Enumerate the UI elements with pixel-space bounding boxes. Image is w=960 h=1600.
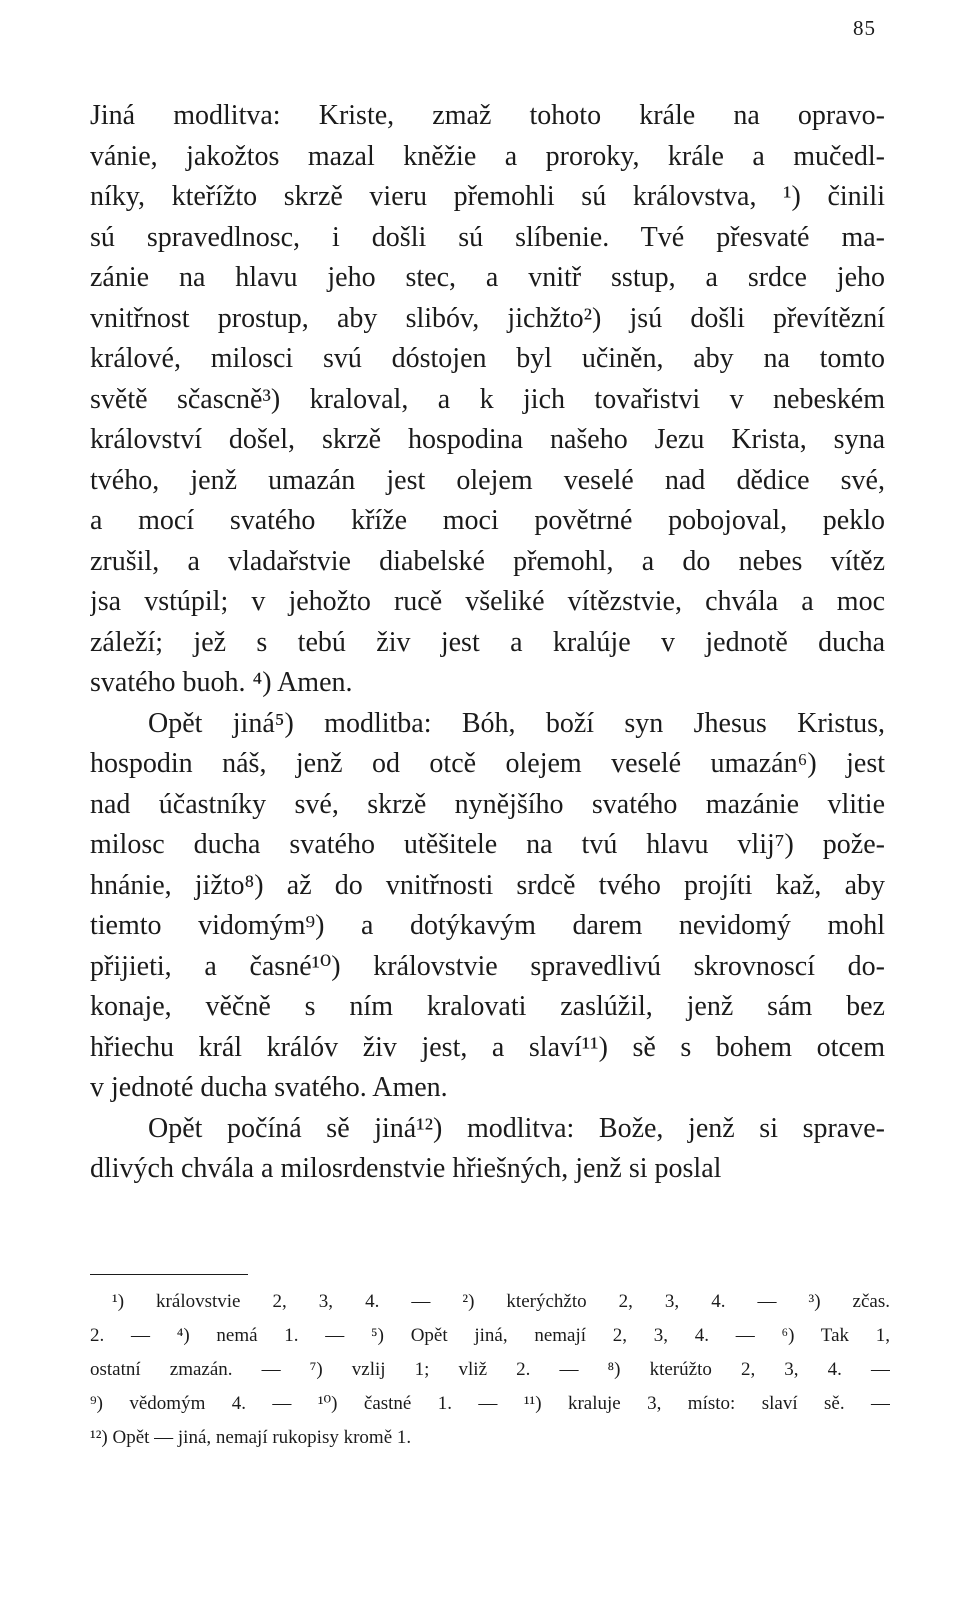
text-line: hospodin náš, jenž od otcě olejem veselé umazán⁶) jest [90, 748, 885, 779]
page-number: 85 [853, 16, 876, 40]
text-line: milosc ducha svatého utěšitele na tvú hlavu vlij⁷) požе- [90, 829, 885, 860]
text-line: světě sčascně³) kraloval, a k jich tovařistvi v nebeském [90, 383, 885, 415]
footnote-line: 2. — ⁴) nemá 1. — ⁵) Opět jiná, nemají 2, 3, 4. — ⁶) Tak 1, [90, 1325, 890, 1346]
text-line: jsa vstúpil; v jehožto rucě všeliké vítězstvie, chvála a moc [90, 586, 885, 617]
text-line: království došel, skrzě hospodina našeho Jezu Krista, syna [90, 424, 885, 455]
text-line: přijieti, a časné¹⁰) královstvie spravedlivú skrovnoscí do- [90, 950, 885, 982]
text-line: Opět jiná⁵) modlitba: Bóh, boží syn Jhesus Kristus, [148, 707, 885, 739]
text-line: v jednoté ducha svatého. Amen. [90, 1072, 448, 1103]
text-line: sú spravedlnosc, i došli sú slíbenie. Tvé přesvaté ma- [90, 221, 885, 253]
text-line: dlivých chvála a milosrdenstvie hřiešných, jenž si poslal [90, 1153, 722, 1184]
body-text [90, 96, 885, 1190]
text-line: hnánie, jižto⁸) až do vnitřnosti srdcě tvého projíti kaž, aby [90, 869, 885, 901]
text-line: zrušil, a vladařstvie diabelské přemohl, a do nebes vítěz [90, 545, 885, 577]
text-line: králové, milosci svú dóstojen byl učiněn, aby na tomto [90, 343, 885, 374]
text-line: a mocí svatého kříže moci povětrné pobojoval, peklo [90, 505, 885, 536]
text-line: hřiechu král králóv živ jest, a slaví¹¹) sě s bohem otcem [90, 1031, 885, 1063]
footnotes [90, 1285, 890, 1455]
text-line: konaje, věčně s ním kralovati zaslúžil, jenž sám bez [90, 991, 885, 1022]
text-line: tvého, jenž umazán jest olejem veselé nad dědice své, [90, 464, 885, 496]
footnote-divider [90, 1274, 248, 1275]
footnote-line: ¹) královstvie 2, 3, 4. — ²) kterýchžto 2, 3, 4. — ³) zčas. [112, 1291, 890, 1312]
text-line: tiemto vidomým⁹) a dotýkavým darem nevidomý mohl [90, 910, 885, 941]
text-line: níky, kteřížto skrzě vieru přemohli sú královstva, ¹) činili [90, 181, 885, 212]
footnote-line: ¹²) Opět — jiná, nemají rukopisy kromě 1. [90, 1427, 412, 1448]
text-line: vnitřnost prostup, aby slibóv, jichžto²) jsú došli převítězní [90, 302, 885, 334]
footnote-line: ⁹) vědomým 4. — ¹⁰) častné 1. — ¹¹) kraluje 3, místo: slaví sě. — [90, 1393, 890, 1414]
footnote-line: ostatní zmazán. — ⁷) vzlij 1; vliž 2. — ⁸) kterúžto 2, 3, 4. — [90, 1359, 890, 1380]
text-line: vánie, jakožtos mazal kněžie a proroky, krále a mučedl- [90, 140, 885, 172]
text-line: svatého buoh. ⁴) Amen. [90, 667, 353, 698]
text-line: záleží; jež s tebú živ jest a kralúje v jednotě ducha [90, 626, 885, 658]
text-line: Jiná modlitva: Kriste, zmaž tohoto krále na opravo- [90, 100, 885, 131]
text-line: nad účastníky své, skrzě nynějšího svatého mazánie vlitie [90, 788, 885, 820]
text-line: Opět počíná sě jiná¹²) modlitva: Bože, jenž si sprave- [148, 1112, 885, 1144]
text-line: zánie na hlavu jeho stec, a vnitř sstup, a srdce jeho [90, 262, 885, 293]
